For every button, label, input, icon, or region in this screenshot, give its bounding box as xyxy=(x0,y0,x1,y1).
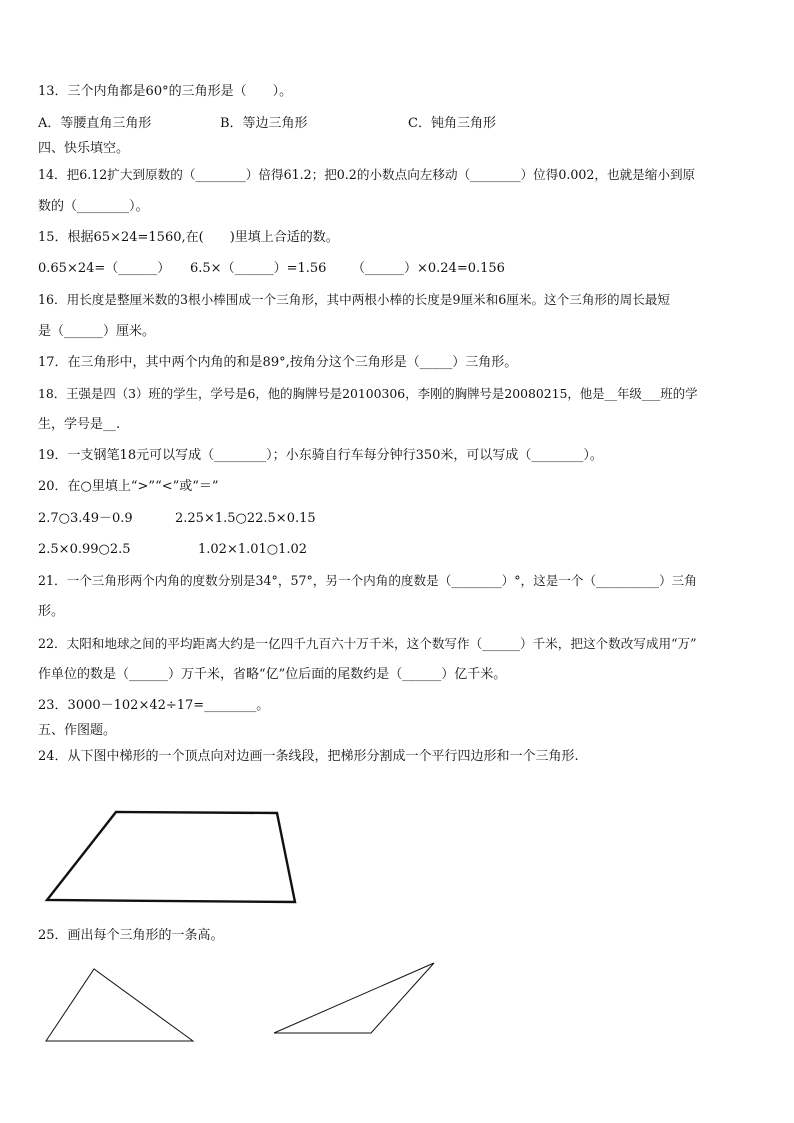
q20-item-3: 2.5×0.99○2.5 xyxy=(38,542,131,557)
q20-item-1: 2.7○3.49－0.9 xyxy=(38,511,133,526)
section-5-heading: 五、作图题。 xyxy=(38,723,117,738)
question-18-line1: 18．王强是四（3）班的学生，学号是6，他的胸牌号是20100306，李刚的胸牌号是20080215，他是__年级___班的学 xyxy=(38,386,698,401)
q15-item-2: 6.5×（______）=1.56 xyxy=(190,261,327,276)
question-21-line2: 形。 xyxy=(38,604,65,619)
question-15: 15．根据65×24=1560,在( )里填上合适的数。 xyxy=(38,230,339,245)
question-13: 13．三个内角都是60°的三角形是（ ）。 xyxy=(38,84,293,99)
q13-option-a: A．等腰直角三角形 xyxy=(38,116,152,131)
question-22-line1: 22．太阳和地球之间的平均距离大约是一亿四千九百六十万千米，这个数写作（______）千米，把这个数改写成用“万” xyxy=(38,636,697,651)
q15-item-1: 0.65×24=（______） xyxy=(38,261,171,276)
question-16-line1: 16．用长度是整厘米数的3根小棒围成一个三角形，其中两根小棒的长度是9厘米和6厘米。这个三角形的周长最短 xyxy=(38,292,670,307)
triangle-figure-1 xyxy=(46,969,193,1041)
question-14-line1: 14．把6.12扩大到原数的（________）倍得61.2；把0.2的小数点向左移动（________）位得0.002，也就是缩小到原 xyxy=(38,167,696,182)
question-16-line2: 是（______）厘米。 xyxy=(38,324,156,339)
question-20: 20．在○里填上“>”“<”或“＝” xyxy=(38,479,219,494)
section-4-heading: 四、快乐填空。 xyxy=(38,141,130,156)
question-25: 25．画出每个三角形的一条高。 xyxy=(38,928,224,943)
q20-item-2: 2.25×1.5○22.5×0.15 xyxy=(175,511,316,526)
q13-option-c: C．钝角三角形 xyxy=(408,116,496,131)
question-19: 19．一支钢笔18元可以写成（________）；小东骑自行车每分钟行350米，可以写成（________）。 xyxy=(38,448,603,463)
question-14-line2: 数的（________）。 xyxy=(38,199,149,214)
q15-item-3: （______）×0.24=0.156 xyxy=(352,261,505,276)
question-23: 23．3000－102×42÷17=________。 xyxy=(38,698,270,713)
question-24: 24．从下图中梯形的一个顶点向对边画一条线段，把梯形分割成一个平行四边形和一个三角形. xyxy=(38,749,579,764)
trapezoid-figure xyxy=(47,812,295,902)
question-18-line2: 生，学号是__. xyxy=(38,417,121,432)
question-17: 17．在三角形中，其中两个内角的和是89°,按角分这个三角形是（_____）三角形。 xyxy=(38,355,518,370)
question-22-line2: 作单位的数是（______）万千米，省略“亿”位后面的尾数约是（______）亿千米。 xyxy=(38,667,507,682)
q13-option-b: B．等边三角形 xyxy=(220,116,308,131)
q20-item-4: 1.02×1.01○1.02 xyxy=(198,542,308,557)
question-21-line1: 21．一个三角形两个内角的度数分别是34°，57°，另一个内角的度数是（________）°，这是一个（__________）三角 xyxy=(38,573,697,588)
triangle-figure-2 xyxy=(274,963,434,1033)
